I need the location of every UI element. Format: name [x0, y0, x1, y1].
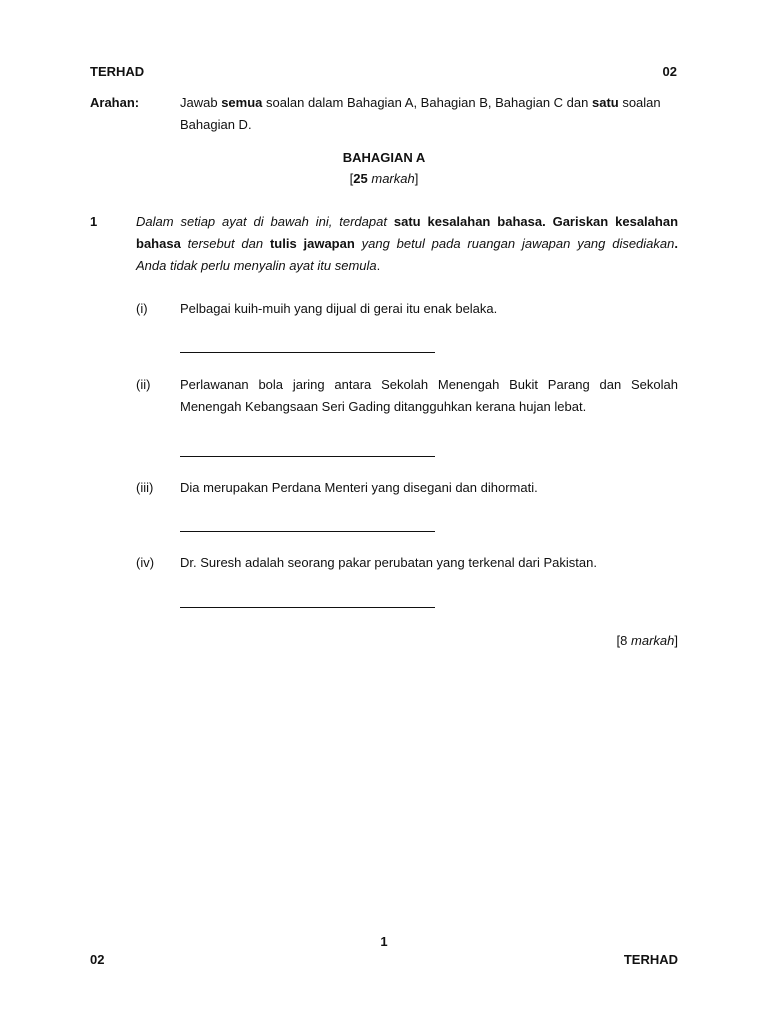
instructions-line-2: Bahagian D.: [180, 117, 252, 132]
answer-line-iv[interactable]: [180, 607, 435, 608]
item-text-iii: Dia merupakan Perdana Menteri yang disegani dan dihormati.: [180, 480, 538, 495]
item-label-iii: (iii): [136, 480, 154, 495]
footer-left: 02: [90, 952, 105, 967]
item-text-ii-line-2: Menengah Kebangsaan Seri Gading ditangguhkan kerana hujan lebat.: [180, 399, 587, 414]
question-number: 1: [90, 214, 98, 229]
item-text-i: Pelbagai kuih-muih yang dijual di gerai itu enak belaka.: [180, 301, 498, 316]
instructions-label: Arahan:: [90, 95, 140, 110]
section-title: BAHAGIAN A: [342, 150, 426, 165]
answer-line-ii[interactable]: [180, 456, 435, 457]
header-left: TERHAD: [90, 64, 145, 79]
section-marks: [25 markah]: [349, 171, 419, 186]
item-label-ii: (ii): [136, 377, 151, 392]
emphasis-semua: semua: [221, 95, 263, 110]
question-line-1: Dalam setiap ayat di bawah ini, terdapat satu kesalahan bahasa. Gariskan kesalahan: [136, 214, 679, 229]
item-text-iv: Dr. Suresh adalah seorang pakar perubatan yang terkenal dari Pakistan.: [180, 555, 597, 570]
question-line-2: bahasa tersebut dan tulis jawapan yang betul pada ruangan jawapan yang disediakan.: [136, 236, 678, 251]
item-label-iv: (iv): [136, 555, 155, 570]
footer-right: TERHAD: [623, 952, 678, 967]
question-line-3: Anda tidak perlu menyalin ayat itu semula.: [136, 258, 381, 273]
page-number: 1: [380, 934, 388, 949]
item-label-i: (i): [136, 301, 148, 316]
header-right: 02: [662, 64, 677, 79]
answer-line-i[interactable]: [180, 352, 435, 353]
instructions-line-1: Jawab semua soalan dalam Bahagian A, Bahagian B, Bahagian C dan satu soalan: [180, 95, 661, 110]
emphasis-satu: satu: [591, 95, 619, 110]
item-text-ii-line-1: Perlawanan bola jaring antara Sekolah Menengah Bukit Parang dan Sekolah: [180, 377, 678, 392]
question-marks: [8 markah]: [616, 633, 678, 648]
answer-line-iii[interactable]: [180, 531, 435, 532]
